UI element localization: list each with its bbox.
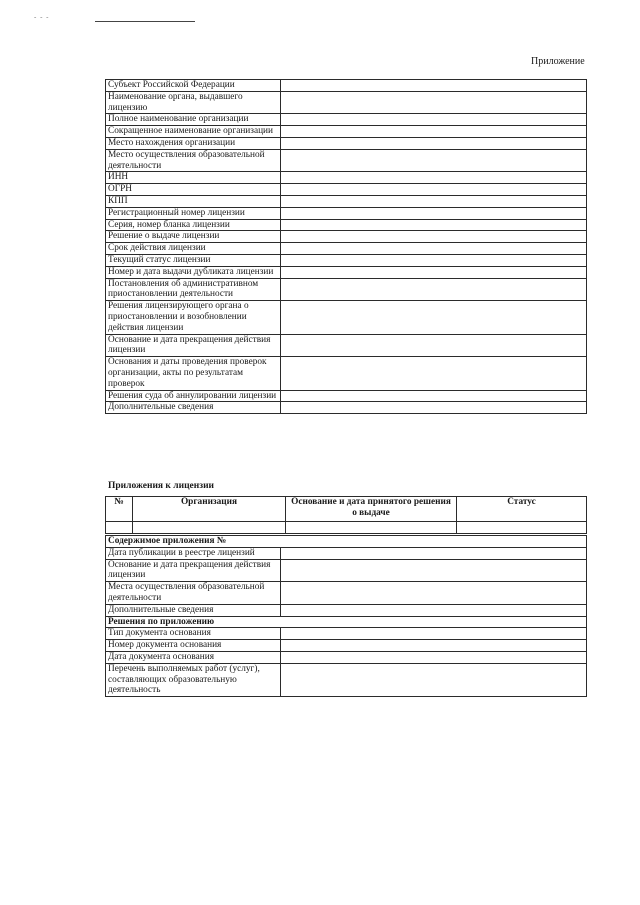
row-label: Срок действия лицензии (106, 243, 281, 255)
row-label: Номер документа основания (106, 640, 281, 652)
row-value (281, 266, 587, 278)
row-value (281, 184, 587, 196)
annex-header-row (106, 497, 587, 522)
row-label: ИНН (106, 172, 281, 184)
row-value (281, 390, 587, 402)
scan-corner-mark: - - - (34, 13, 50, 21)
row-value (281, 114, 587, 126)
row-value (281, 254, 587, 266)
row-label: Решения суда об аннулировании лицензии (106, 390, 281, 402)
content-row (106, 582, 587, 605)
row-value (281, 604, 587, 616)
decision-row (106, 663, 587, 696)
row-label: Дата документа основания (106, 651, 281, 663)
license-info-row (106, 114, 587, 126)
row-value (281, 91, 587, 114)
license-info-row (106, 390, 587, 402)
annex-content-table (105, 535, 587, 697)
row-value (281, 357, 587, 390)
license-info-row (106, 184, 587, 196)
row-value (281, 172, 587, 184)
row-value (281, 195, 587, 207)
row-value (281, 334, 587, 357)
row-label: Номер и дата выдачи дубликата лицензии (106, 266, 281, 278)
row-label: Основания и даты проведения проверок организации, акты по результатам проверок (106, 357, 281, 390)
row-label: ОГРН (106, 184, 281, 196)
content-row (106, 604, 587, 616)
decisions-section-title (106, 616, 587, 628)
col-organization: Организация (133, 497, 286, 522)
content-section-title-text: Содержимое приложения № (106, 536, 587, 548)
row-label: Постановления об административном приостановлении деятельности (106, 278, 281, 301)
col-number: № (106, 497, 133, 522)
row-value (281, 663, 587, 696)
row-label: Решение о выдаче лицензии (106, 231, 281, 243)
content-row (106, 559, 587, 582)
row-label: Основание и дата прекращения действия лицензии (106, 334, 281, 357)
annex-empty-row (106, 522, 587, 534)
license-info-row (106, 334, 587, 357)
row-label: Серия, номер бланка лицензии (106, 219, 281, 231)
row-label: Перечень выполняемых работ (услуг), составляющих образовательную деятельность (106, 663, 281, 696)
row-value (281, 80, 587, 92)
appendix-label: Приложение (531, 56, 585, 67)
row-label: Место нахождения организации (106, 137, 281, 149)
row-label: Место осуществления образовательной деятельности (106, 149, 281, 172)
row-value (281, 231, 587, 243)
license-info-row (106, 172, 587, 184)
row-label: Дата публикации в реестре лицензий (106, 547, 281, 559)
license-info-row (106, 231, 587, 243)
row-value (281, 651, 587, 663)
row-value (281, 547, 587, 559)
license-info-row (106, 80, 587, 92)
row-value (281, 628, 587, 640)
row-value (281, 149, 587, 172)
license-info-row (106, 137, 587, 149)
row-value (281, 301, 587, 334)
row-value (281, 243, 587, 255)
col-status: Статус (457, 497, 587, 522)
row-label: КПП (106, 195, 281, 207)
top-rule-line (95, 21, 195, 22)
row-value (281, 126, 587, 138)
row-value (281, 640, 587, 652)
row-label: Дополнительные сведения (106, 402, 281, 414)
license-info-row (106, 243, 587, 255)
decision-row (106, 628, 587, 640)
decisions-section-title-text: Решения по приложению (106, 616, 587, 628)
row-value (281, 278, 587, 301)
decision-row (106, 651, 587, 663)
row-label: Наименование органа, выдавшего лицензию (106, 91, 281, 114)
license-info-row (106, 126, 587, 138)
license-info-row (106, 402, 587, 414)
row-label: Текущий статус лицензии (106, 254, 281, 266)
annex-table (105, 496, 587, 534)
license-info-row (106, 149, 587, 172)
license-info-row (106, 195, 587, 207)
col-decision: Основание и дата принятого решения о выдаче (286, 497, 457, 522)
row-label: Места осуществления образовательной деятельности (106, 582, 281, 605)
license-info-row (106, 266, 587, 278)
row-label: Полное наименование организации (106, 114, 281, 126)
license-info-row (106, 254, 587, 266)
row-value (281, 207, 587, 219)
row-label: Тип документа основания (106, 628, 281, 640)
row-label: Дополнительные сведения (106, 604, 281, 616)
row-label: Сокращенное наименование организации (106, 126, 281, 138)
license-info-table (105, 79, 587, 414)
license-info-row (106, 91, 587, 114)
row-value (281, 402, 587, 414)
license-info-row (106, 207, 587, 219)
annex-title: Приложения к лицензии (108, 481, 215, 491)
row-value (281, 137, 587, 149)
license-info-row (106, 301, 587, 334)
content-row (106, 547, 587, 559)
row-value (281, 219, 587, 231)
decision-row (106, 640, 587, 652)
row-label: Регистрационный номер лицензии (106, 207, 281, 219)
license-info-row (106, 219, 587, 231)
license-info-row (106, 357, 587, 390)
license-info-row (106, 278, 587, 301)
row-value (281, 582, 587, 605)
row-value (281, 559, 587, 582)
content-section-title (106, 536, 587, 548)
row-label: Решения лицензирующего органа о приостановлении и возобновлении действия лицензии (106, 301, 281, 334)
row-label: Основание и дата прекращения действия лицензии (106, 559, 281, 582)
row-label: Субъект Российской Федерации (106, 80, 281, 92)
